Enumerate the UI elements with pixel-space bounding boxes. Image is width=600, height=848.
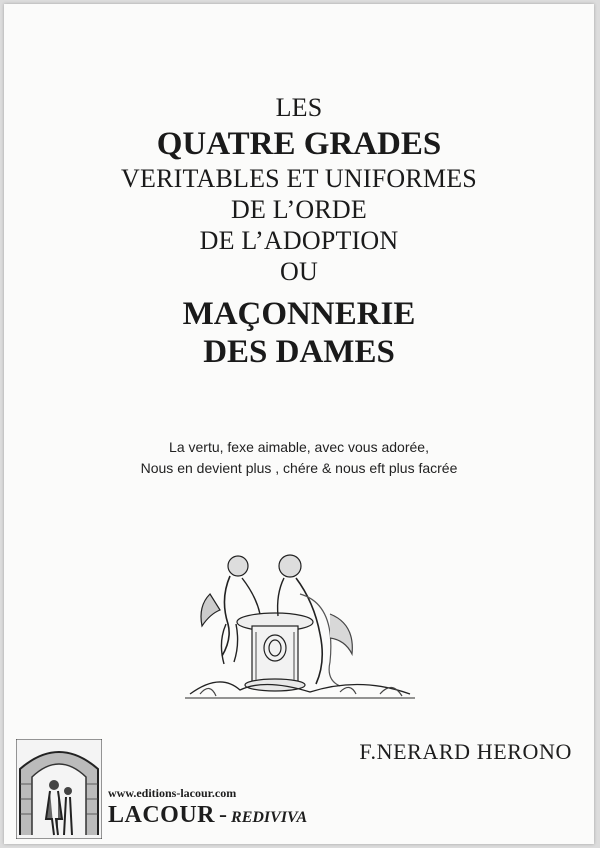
title-block xyxy=(4,92,594,371)
book-cover xyxy=(4,4,594,844)
title-de-ladoption: DE L’ADOPTION xyxy=(199,226,399,255)
epigraph-line-1: La vertu, fexe aimable, avec vous adorée, xyxy=(169,439,429,455)
engraving-cherubs-altar-icon xyxy=(180,544,420,704)
title-ou: OU xyxy=(280,257,318,286)
publisher-subtitle: REDIVIVA xyxy=(231,809,308,826)
epigraph-line-2: Nous en devient plus , chére & nous eft plus facrée xyxy=(140,460,458,476)
title-quatre-grades: QUATRE GRADES xyxy=(156,126,442,162)
title-des-dames: DES DAMES xyxy=(203,334,395,370)
publisher-name: LACOUR xyxy=(108,802,216,828)
title-maconnerie: MAÇONNERIE xyxy=(182,296,416,332)
epigraph xyxy=(4,437,594,479)
publisher-dash: - xyxy=(219,802,228,828)
title-veritables: VERITABLES ET UNIFORMES xyxy=(121,164,477,193)
publisher-logo-icon xyxy=(16,739,102,839)
author-name: F.NERARD HERONO xyxy=(359,739,572,764)
publisher-line xyxy=(108,802,307,829)
title-de-lorde: DE L’ORDE xyxy=(231,195,367,224)
publisher-website[interactable]: www.editions-lacour.com xyxy=(108,786,237,800)
title-les: LES xyxy=(275,93,323,122)
